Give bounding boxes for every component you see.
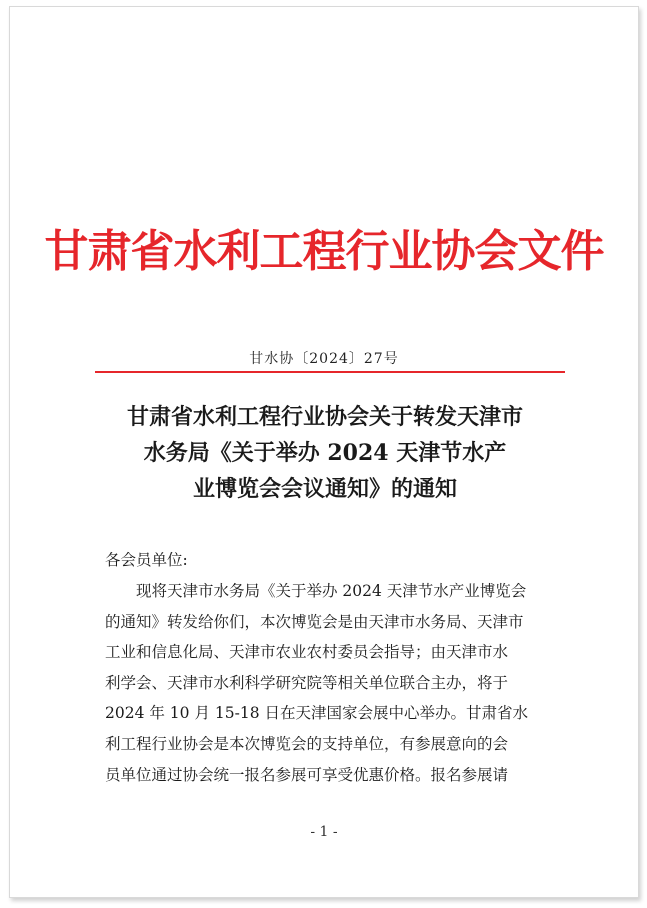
red-separator-line xyxy=(95,371,565,373)
body-line: 利工程行业协会是本次博览会的支持单位，有参展意向的会 xyxy=(105,734,509,753)
document-header-title: 甘肃省水利工程行业协会文件 xyxy=(44,226,604,277)
document-page xyxy=(9,6,639,898)
body-line: 工业和信息化局、天津市农业农村委员会指导；由天津市水 xyxy=(105,643,509,662)
salutation: 各会员单位: xyxy=(105,551,188,569)
document-subject xyxy=(70,399,580,507)
body-line: 的通知》转发给你们，本次博览会是由天津市水务局、天津市 xyxy=(105,612,524,631)
document-number: 甘水协〔2024〕27号 xyxy=(249,351,399,367)
body-line: 员单位通过协会统一报名参展可享受优惠价格。报名参展请 xyxy=(105,765,509,784)
subject-line: 水务局《关于举办 2024 天津节水产 xyxy=(143,440,507,466)
body-line: 2024 年 10 月 15-18 日在天津国家会展中心举办。甘肃省水 xyxy=(105,704,528,723)
body-line: 利学会、天津市水利科学研究院等相关单位联合主办，将于 xyxy=(105,673,509,692)
subject-line: 甘肃省水利工程行业协会关于转发天津市 xyxy=(126,404,523,430)
body-line: 现将天津市水务局《关于举办 2024 天津节水产业博览会 xyxy=(105,582,527,600)
document-body xyxy=(105,576,565,790)
subject-line: 业博览会会议通知》的通知 xyxy=(192,476,457,502)
page-number: - 1 - xyxy=(310,824,338,840)
